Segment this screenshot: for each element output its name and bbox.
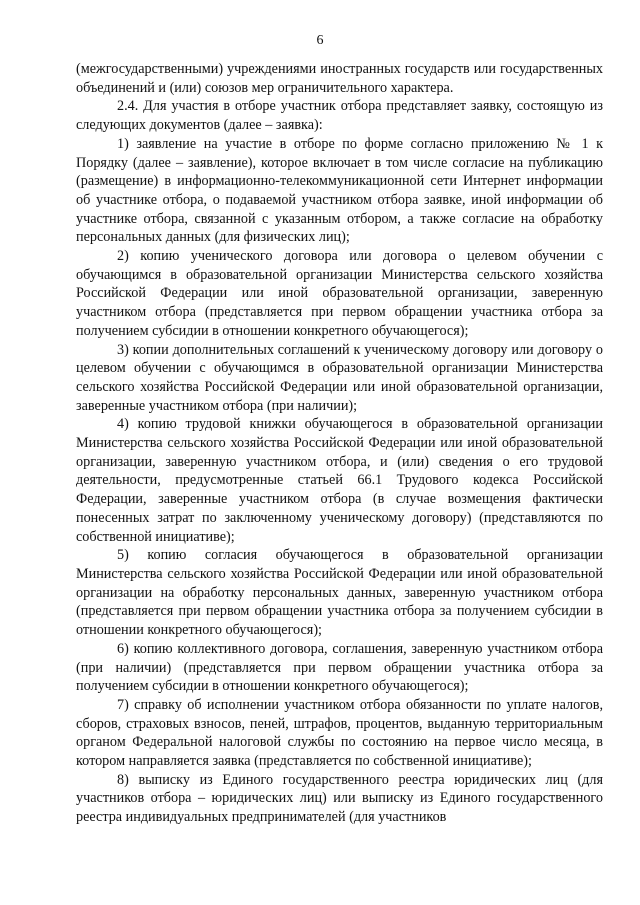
paragraph: 2) копию ученического договора или договора о целевом обучении с обучающимся в образовательной организации Министерства сельского хозяйства Российской Федерации или иной образовательной организации, заверенную участником отбора (представляется при первом обращении участника отбора за получением субсидии в отношении конкретного обучающегося); [76, 248, 603, 339]
document-body [76, 60, 603, 827]
paragraph: 5) копию согласия обучающегося в образовательной организации Министерства сельского хозяйства Российской Федерации или иной образовательной организации на обработку персональных данных, заверенную участником отбора (представляется при первом обращении участника отбора за получением субсидии в отношении конкретного обучающегося); [76, 547, 603, 639]
page-number: 6 [316, 33, 324, 48]
paragraph: 3) копии дополнительных соглашений к ученическому договору или договору о целевом обучении с обучающимся в образовательной организации Министерства сельского хозяйства Российской Федерации или иной образовательной организации, заверенные участником отбора (при наличии); [76, 341, 603, 414]
paragraph: 6) копию коллективного договора, соглашения, заверенную участником отбора (при наличии) (представляется при первом обращении участника отбора за получением субсидии в отношении конкретного обучающегося); [76, 640, 603, 695]
paragraph: 2.4. Для участия в отборе участник отбора представляет заявку, состоящую из следующих документов (далее – заявка): [76, 98, 603, 134]
paragraph: 1) заявление на участие в отборе по форме согласно приложению № 1 к Порядку (далее – заявление), которое включает в том числе согласие на публикацию (размещение) в информационно-телекоммуникационной сети Интернет информации об участнике отбора, о подаваемой участником отбора заявке, иной информации об участнике отбора, связанной с указанным отбором, а также согласие на обработку персональных данных (для физических лиц); [76, 135, 603, 246]
paragraph: (межгосударственными) учреждениями иностранных государств или государственных объединений и (или) союзов мер ограничительного характера. [76, 61, 603, 96]
paragraph: 4) копию трудовой книжки обучающегося в образовательной организации Министерства сельского хозяйства Российской Федерации или иной образовательной организации, заверенную участником отбора, и (или) сведения о его трудовой деятельности, предусмотренные статьей 66.1 Трудового кодекса Российской Федерации, заверенные участником отбора (в случае возмещения фактически понесенных затрат по заключенному ученическому договору) (представляются по собственной инициативе); [76, 416, 603, 545]
paragraph: 8) выписку из Единого государственного реестра юридических лиц (для участников отбора – юридических лиц) или выписку из Единого государственного реестра индивидуальных предпринимателей (для участников [76, 771, 603, 826]
paragraph: 7) справку об исполнении участником отбора обязанности по уплате налогов, сборов, страховых взносов, пеней, штрафов, процентов, выданную территориальным органом Федеральной налоговой службы по состоянию на первое число месяца, в котором направляется заявка (представляется по собственной инициативе); [76, 696, 603, 770]
